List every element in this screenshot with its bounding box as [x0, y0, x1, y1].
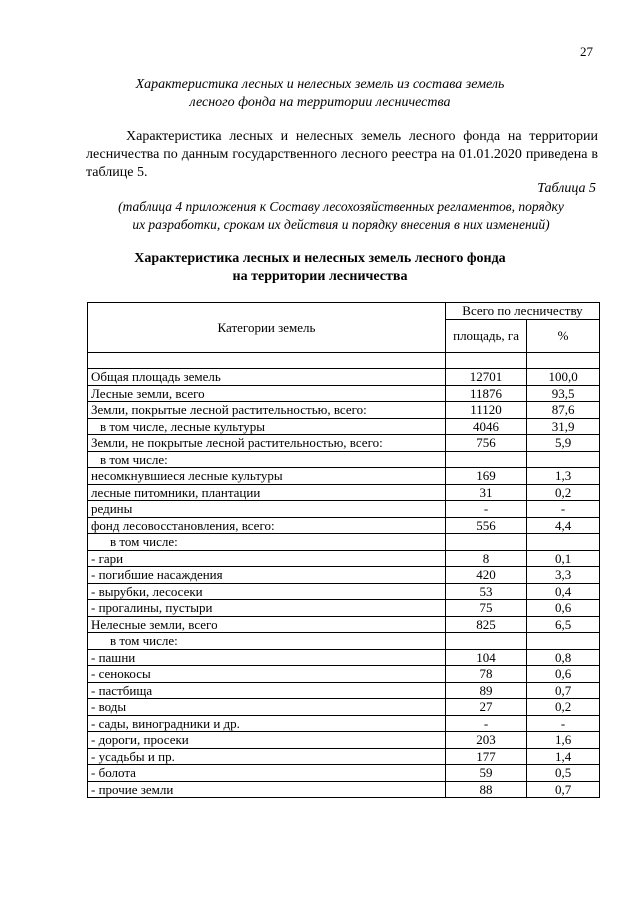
table-row [88, 468, 600, 485]
cell-percent: 0,8 [527, 649, 600, 666]
cell-percent: 0,4 [527, 583, 600, 600]
cell-percent: 93,5 [527, 385, 600, 402]
cell-area: 203 [445, 732, 526, 749]
header-area: площадь, га [445, 319, 526, 352]
cell-category: в том числе: [88, 633, 446, 650]
cell-category: - болота [88, 765, 446, 782]
table-row [88, 385, 600, 402]
cell-area: 4046 [445, 418, 526, 435]
section-title [0, 76, 640, 112]
cell-area: 53 [445, 583, 526, 600]
table-row [88, 633, 600, 650]
table-header-row [88, 303, 600, 320]
table-row [88, 715, 600, 732]
table-row [88, 583, 600, 600]
cell-percent: - [527, 715, 600, 732]
cell-area: 177 [445, 748, 526, 765]
table-row [88, 649, 600, 666]
cell-category: - дороги, просеки [88, 732, 446, 749]
cell-category: - усадьбы и пр. [88, 748, 446, 765]
cell-category: - погибшие насаждения [88, 567, 446, 584]
cell-category: - сенокосы [88, 666, 446, 683]
cell-percent [527, 451, 600, 468]
cell-category: - вырубки, лесосеки [88, 583, 446, 600]
cell-category: - гари [88, 550, 446, 567]
cell-percent: 87,6 [527, 402, 600, 419]
table-row [88, 748, 600, 765]
section-title-line-2: лесного фонда на территории лесничества [189, 95, 451, 110]
table-row [88, 567, 600, 584]
cell-area: 556 [445, 517, 526, 534]
spacer-row [88, 352, 600, 369]
cell-percent: 0,2 [527, 699, 600, 716]
cell-category: лесные питомники, плантации [88, 484, 446, 501]
table-row [88, 682, 600, 699]
cell-category: - сады, виноградники и др. [88, 715, 446, 732]
cell-percent [527, 534, 600, 551]
table-row [88, 699, 600, 716]
table-row [88, 616, 600, 633]
cell-category: - прогалины, пустыри [88, 600, 446, 617]
cell-percent: 1,4 [527, 748, 600, 765]
cell-area: 8 [445, 550, 526, 567]
cell-percent: 4,4 [527, 517, 600, 534]
cell-area: 78 [445, 666, 526, 683]
cell-category: Земли, не покрытые лесной растительностью, всего: [88, 435, 446, 452]
table-row [88, 732, 600, 749]
table-row [88, 517, 600, 534]
cell-area: 756 [445, 435, 526, 452]
table-note-line-1: (таблица 4 приложения к Составу лесохозяйственных регламентов, порядку [118, 199, 564, 214]
table-row [88, 781, 600, 798]
table-row [88, 666, 600, 683]
cell-percent: 0,6 [527, 600, 600, 617]
cell-area: 31 [445, 484, 526, 501]
intro-paragraph: Характеристика лесных и нелесных земель лесного фонда на территории лесничества по данным государственного лесного реестра на 01.01.2020 приведена в таблице 5. [86, 129, 598, 180]
cell-percent: 0,7 [527, 781, 600, 798]
cell-area: 104 [445, 649, 526, 666]
cell-percent: 0,2 [527, 484, 600, 501]
table-row [88, 765, 600, 782]
table-row [88, 501, 600, 518]
cell-area: 89 [445, 682, 526, 699]
section-title-line-1: Характеристика лесных и нелесных земель из состава земель [135, 77, 505, 92]
cell-percent: 6,5 [527, 616, 600, 633]
table-row [88, 435, 600, 452]
cell-percent: 5,9 [527, 435, 600, 452]
table-row [88, 600, 600, 617]
cell-percent: 1,6 [527, 732, 600, 749]
cell-percent: 31,9 [527, 418, 600, 435]
cell-category: - прочие земли [88, 781, 446, 798]
cell-category: Земли, покрытые лесной растительностью, всего: [88, 402, 446, 419]
header-percent: % [527, 319, 600, 352]
table-row [88, 369, 600, 386]
table-row [88, 418, 600, 435]
cell-category: фонд лесовосстановления, всего: [88, 517, 446, 534]
table-reference: Таблица 5 [537, 181, 596, 196]
cell-category: Нелесные земли, всего [88, 616, 446, 633]
cell-area [445, 451, 526, 468]
cell-category: в том числе: [88, 451, 446, 468]
header-category: Категории земель [88, 303, 446, 353]
table-note [86, 198, 596, 234]
cell-area: - [445, 501, 526, 518]
table-row [88, 451, 600, 468]
cell-area: 59 [445, 765, 526, 782]
cell-area: 11876 [445, 385, 526, 402]
cell-area [445, 633, 526, 650]
header-total: Всего по лесничеству [445, 303, 599, 320]
cell-category: - пастбища [88, 682, 446, 699]
table-row [88, 484, 600, 501]
cell-category: - пашни [88, 649, 446, 666]
cell-area: 420 [445, 567, 526, 584]
cell-area: 88 [445, 781, 526, 798]
cell-percent: 0,6 [527, 666, 600, 683]
cell-area: 825 [445, 616, 526, 633]
cell-area: 169 [445, 468, 526, 485]
cell-percent [527, 633, 600, 650]
cell-area [445, 534, 526, 551]
table-note-line-2: их разработки, срокам их действия и порядку внесения в них изменений) [132, 217, 550, 232]
land-categories-table [87, 302, 600, 798]
cell-category: - воды [88, 699, 446, 716]
cell-percent: 1,3 [527, 468, 600, 485]
cell-category: в том числе: [88, 534, 446, 551]
cell-percent: 100,0 [527, 369, 600, 386]
cell-percent: - [527, 501, 600, 518]
cell-area: 11120 [445, 402, 526, 419]
cell-area: 75 [445, 600, 526, 617]
table-title-line-2: на территории лесничества [232, 269, 408, 284]
cell-category: редины [88, 501, 446, 518]
cell-category: Лесные земли, всего [88, 385, 446, 402]
cell-area: 12701 [445, 369, 526, 386]
page-number: 27 [580, 44, 593, 59]
cell-category: Общая площадь земель [88, 369, 446, 386]
cell-percent: 0,5 [527, 765, 600, 782]
cell-area: - [445, 715, 526, 732]
cell-percent: 0,7 [527, 682, 600, 699]
cell-percent: 3,3 [527, 567, 600, 584]
table-title-line-1: Характеристика лесных и нелесных земель лесного фонда [134, 251, 506, 266]
table-row [88, 402, 600, 419]
cell-percent: 0,1 [527, 550, 600, 567]
table-title [0, 250, 640, 286]
cell-category: несомкнувшиеся лесные культуры [88, 468, 446, 485]
cell-category: в том числе, лесные культуры [88, 418, 446, 435]
table-row [88, 550, 600, 567]
table-row [88, 534, 600, 551]
cell-area: 27 [445, 699, 526, 716]
